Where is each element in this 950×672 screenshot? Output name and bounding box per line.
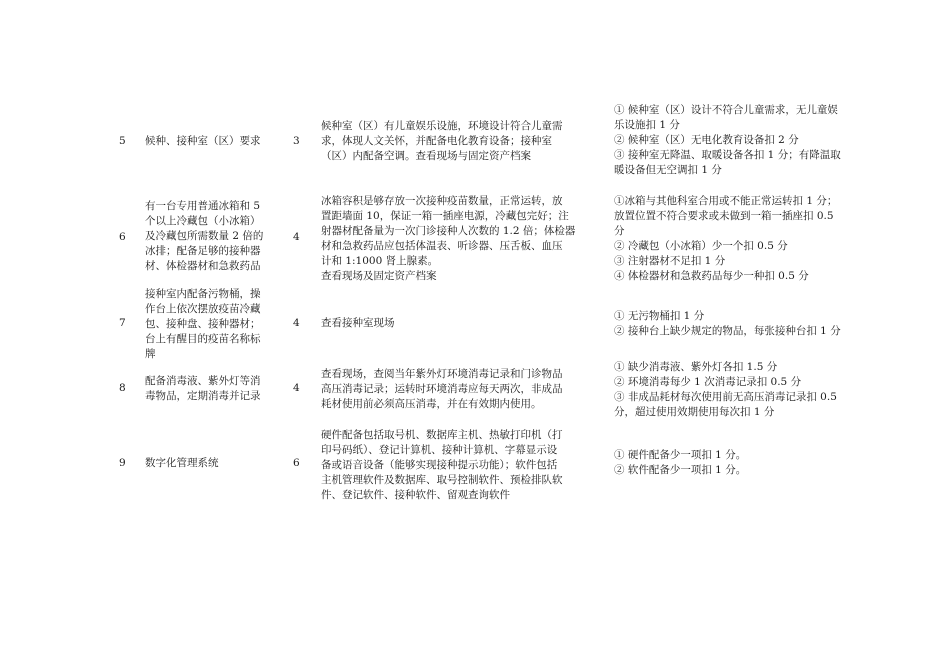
deduction-line: 分，超过使用效期使用每次扣 1 分 [614,406,775,418]
standard-line: 高压消毒记录；运转时环境消毒应每天两次，非成品 [321,383,563,395]
deduction-line: ② 候种室（区）无电化教育设备扣 2 分 [614,134,799,146]
standard-line: 查看现场及固定资产档案 [321,270,437,282]
item-line: 作台上依次摆放疫苗冷藏 [145,303,261,315]
item-line: 候种、接种室（区）要求 [145,135,261,147]
deduction-cell [614,309,914,339]
standard-cell [321,119,606,164]
item-line: 有一台专用普通冰箱和 5 [145,200,261,212]
standard-line: 查看接种室现场 [321,317,395,329]
deduction-line: ① 候种室（区）设计不符合儿童需求，无儿童娱 [614,104,838,116]
deduction-cell [614,194,914,284]
item-line: 冰排；配备足够的接种器 [145,245,261,257]
score-cell: 6 [293,457,300,469]
standard-line: 材和急救药品应包括体温表、听诊器、压舌板、血压 [321,240,563,252]
deduction-line: 暖设备但无空调扣 1 分 [614,164,722,176]
deduction-line: ③ 非成品耗材每次使用前无高压消毒记录扣 0.5 [614,391,837,403]
item-line: 个以上冷藏包（小冰箱） [145,215,261,227]
standard-line: 求，体现人文关怀，并配备电化教育设备；接种室 [321,135,552,147]
standard-line: 耗材使用前必须高压消毒，并在有效期内使用。 [321,398,542,410]
item-cell [145,456,285,471]
deduction-line: ① 缺少消毒液、紫外灯各扣 1.5 分 [614,361,778,373]
deduction-line: ① 硬件配备少一项扣 1 分。 [614,449,747,461]
item-cell [145,134,285,149]
standard-cell [321,194,606,284]
item-line: 及冷藏包所需数量 2 倍的 [145,230,264,242]
standard-cell [321,428,606,503]
row-number: 7 [119,317,126,329]
standard-line: 硬件配备包括取号机、数据库主机、热敏打印机（打 [321,429,563,441]
item-cell [145,374,285,404]
standard-line: 主机管理软件及数据库、取号控制软件、预检排队软 [321,474,563,486]
standard-line: 印号码纸）、登记计算机、接种计算机、字幕显示设 [321,444,558,456]
standard-line: 件、登记软件、接种软件、留观查询软件 [321,489,510,501]
deduction-line: ② 环境消毒每少 1 次消毒记录扣 0.5 分 [614,376,802,388]
score-cell: 4 [293,317,300,329]
standard-line: 冰箱容积是够存放一次接种疫苗数量，正常运转，放 [321,195,563,207]
row-number: 6 [119,231,126,243]
score-cell: 4 [293,231,300,243]
deduction-cell [614,103,914,178]
standard-line: 射器材配备量为一次门诊接种人次数的 1.2 倍；体检器 [321,225,576,237]
item-line: 包、接种盘、接种器材； [145,318,261,330]
deduction-line: ② 冷藏包（小冰箱）少一个扣 0.5 分 [614,240,788,252]
item-line: 牌 [145,348,156,360]
item-line: 数字化管理系统 [145,457,219,469]
deduction-cell [614,448,914,478]
row-number: 9 [119,457,126,469]
standard-cell [321,367,606,412]
deduction-line: ② 软件配备少一项扣 1 分。 [614,464,747,476]
standard-line: 查看现场，查阅当年紫外灯环境消毒记录和门诊物品 [321,368,563,380]
deduction-line: 乐设施扣 1 分 [614,119,680,131]
deduction-cell [614,360,914,420]
standard-line: 备或语音设备（能够实现接种提示功能）；软件包括 [321,459,558,471]
deduction-line: ③ 接种室无降温、取暖设备各扣 1 分；有降温取 [614,149,841,161]
item-line: 台上有醒目的疫苗名称标 [145,333,261,345]
deduction-line: ① 无污物桶扣 1 分 [614,310,705,322]
item-cell [145,199,285,274]
standard-line: （区）内配备空调。查看现场与固定资产档案 [321,150,531,162]
standard-line: 候种室（区）有儿童娱乐设施，环境设计符合儿童需 [321,120,563,132]
item-cell [145,287,285,362]
row-number: 8 [119,382,126,394]
score-cell: 4 [293,382,300,394]
deduction-line: ④ 体检器材和急救药品每少一种扣 0.5 分 [614,270,809,282]
standard-line: 计和 1:1000 肾上腺素。 [321,255,439,267]
item-line: 材、体检器材和急救药品 [145,260,261,272]
deduction-line: 放置位置不符合要求或未做到一箱一插座扣 0.5 [614,210,834,222]
standard-line: 置距墙面 10，保证一箱一插座电源，冷藏包完好；注 [321,210,569,222]
standard-cell [321,316,606,331]
item-line: 毒物品，定期消毒并记录 [145,390,261,402]
item-line: 接种室内配备污物桶，操 [145,288,261,300]
item-line: 配备消毒液、紫外灯等消 [145,375,261,387]
row-number: 5 [119,135,126,147]
deduction-line: ② 接种台上缺少规定的物品，每张接种台扣 1 分 [614,325,841,337]
deduction-line: ①冰箱与其他科室合用或不能正常运转扣 1 分； [614,195,838,207]
deduction-line: 分 [614,225,625,237]
score-cell: 3 [293,135,300,147]
deduction-line: ③ 注射器材不足扣 1 分 [614,255,726,267]
